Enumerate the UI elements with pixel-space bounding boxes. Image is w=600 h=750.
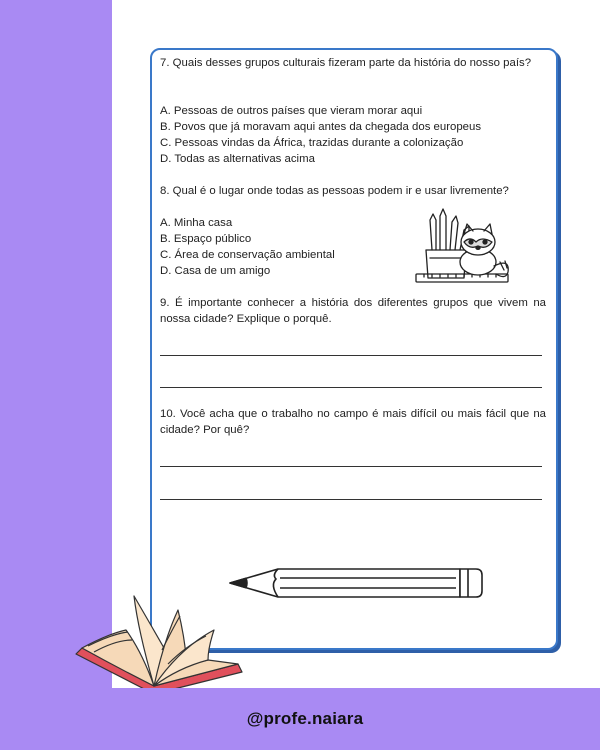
q7-option-c[interactable]: C. Pessoas vindas da África, trazidas durante a colonização <box>160 137 464 149</box>
q9-answer-line-1[interactable] <box>160 355 542 356</box>
q8-option-a[interactable]: A. Minha casa <box>160 217 233 229</box>
q8-option-c[interactable]: C. Área de conservação ambiental <box>160 249 335 261</box>
question-9-text: 9. É importante conhecer a história dos diferentes grupos que vivem na nossa cidade? Explique o porquê. <box>160 297 546 325</box>
q9-answer-line-2[interactable] <box>160 387 542 388</box>
q8-option-b[interactable]: B. Espaço público <box>160 233 252 245</box>
pencil-cup-raccoon-icon <box>412 206 516 286</box>
question-8-text: 8. Qual é o lugar onde todas as pessoas podem ir e usar livremente? <box>160 185 509 197</box>
pencil-icon <box>228 565 486 601</box>
open-book-icon <box>68 590 248 702</box>
q8-option-d[interactable]: D. Casa de um amigo <box>160 265 271 277</box>
q10-answer-line-1[interactable] <box>160 466 542 467</box>
q7-option-b[interactable]: B. Povos que já moravam aqui antes da chegada dos europeus <box>160 121 482 133</box>
question-7-options <box>160 103 481 167</box>
q7-option-a[interactable]: A. Pessoas de outros países que vieram morar aqui <box>160 105 423 117</box>
author-handle: @profe.naiara <box>246 709 364 728</box>
question-8-options <box>160 215 335 279</box>
q10-answer-line-2[interactable] <box>160 499 542 500</box>
question-10-text: 10. Você acha que o trabalho no campo é mais difícil ou mais fácil que na cidade? Por quê? <box>160 408 546 436</box>
q7-option-d[interactable]: D. Todas as alternativas acima <box>160 153 315 165</box>
question-7-text: 7. Quais desses grupos culturais fizeram parte da história do nosso país? <box>160 57 532 69</box>
